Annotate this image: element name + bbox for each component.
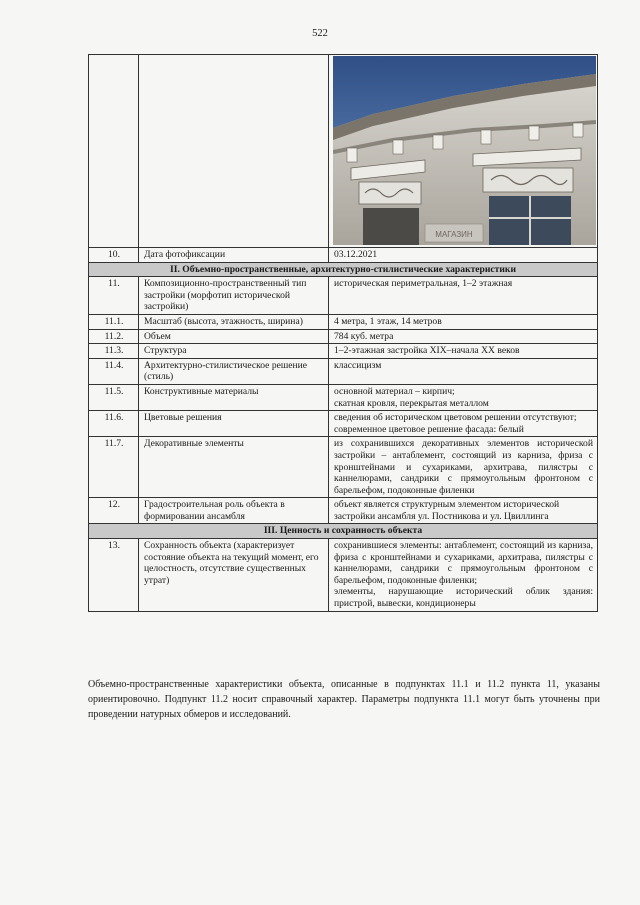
row-label: Конструктивные материалы: [139, 384, 329, 410]
table-row-11: [89, 277, 598, 315]
row-label: Структура: [139, 344, 329, 359]
table-row-10: [89, 248, 598, 263]
photo-row: [89, 55, 598, 248]
row-label: Дата фотофиксации: [139, 248, 329, 263]
table-row-11-1: [89, 314, 598, 329]
row-number: 11.: [89, 277, 139, 315]
value-line: современное цветовое решение фасада: белый: [334, 423, 524, 435]
row-number: 11.7.: [89, 437, 139, 498]
row-value: историческая периметральная, 1–2 этажная: [329, 277, 598, 315]
row-value: 1–2-этажная застройка XIX–начала XX веков: [329, 344, 598, 359]
row-label: Градостроительная роль объекта в формировании ансамбля: [139, 498, 329, 524]
section-heading-2: [89, 262, 598, 277]
row-label: Масштаб (высота, этажность, ширина): [139, 314, 329, 329]
characteristics-table: [88, 54, 598, 612]
table-row-11-7: [89, 437, 598, 498]
value-line: скатная кровля, перекрытая металлом: [334, 397, 489, 409]
row-value: [329, 411, 598, 437]
row-value: 03.12.2021: [329, 248, 598, 263]
row-label: Сохранность объекта (характеризует состояние объекта на текущий момент, его целостность, отсутствие существенных утрат): [139, 539, 329, 612]
photo-cell: [329, 55, 598, 248]
page-number: 522: [312, 28, 328, 39]
row-value: [329, 539, 598, 612]
value-line: сохранившиеся элементы: антаблемент, состоящий из карниза, фриза с кронштейнами и сухариками, архитрава, пилястры с каннелюрами, сандрики с прямоугольным фронтоном с барельефом, подоконные филенки;: [334, 540, 593, 586]
building-facade-photo: [333, 56, 596, 245]
row-label: Композиционно-пространственный тип застройки (морфотип исторической застройки): [139, 277, 329, 315]
row-number: 13.: [89, 539, 139, 612]
row-value: 4 метра, 1 этаж, 14 метров: [329, 314, 598, 329]
row-value: [329, 384, 598, 410]
row-label: Цветовые решения: [139, 411, 329, 437]
photo-row-label-cell: [139, 55, 329, 248]
table-row-13: [89, 539, 598, 612]
row-number: 11.4.: [89, 358, 139, 384]
table-row-11-6: [89, 411, 598, 437]
row-number: 11.3.: [89, 344, 139, 359]
value-line: сведения об историческом цветовом решении отсутствуют;: [334, 412, 577, 424]
section-title: III. Ценность и сохранность объекта: [89, 524, 598, 539]
row-label: Объем: [139, 329, 329, 344]
value-line: основной материал – кирпич;: [334, 385, 455, 397]
value-line: элементы, нарушающие исторический облик здания: пристрой, вывески, кондиционеры: [334, 586, 593, 610]
row-value: 784 куб. метра: [329, 329, 598, 344]
footnote-paragraph: Объемно-пространственные характеристики объекта, описанные в подпунктах 11.1 и 11.2 пункта 11, указаны ориентировочно. Подпункт 11.2 носит справочный характер. Параметры подпункта 11.1 могут быть уточнены при проведении натурных обмеров и исследований.: [88, 679, 600, 720]
row-number: 10.: [89, 248, 139, 263]
table-row-11-4: [89, 358, 598, 384]
row-value: из сохранившихся декоративных элементов исторической застройки – антаблемент, состоящий из карниза, фриза с кронштейнами и сухариками, архитрава, пилястры с каннелюрами, сандрики с прямоугольным фронтоном с барельефом, подоконные филенки: [329, 437, 598, 498]
section-title: II. Объемно-пространственные, архитектурно-стилистические характеристики: [89, 262, 598, 277]
row-number: 11.2.: [89, 329, 139, 344]
row-number: 11.1.: [89, 314, 139, 329]
table-row-11-5: [89, 384, 598, 410]
table-row-12: [89, 498, 598, 524]
photo-row-num-cell: [89, 55, 139, 248]
row-number: 12.: [89, 498, 139, 524]
table-row-11-3: [89, 344, 598, 359]
section-heading-3: [89, 524, 598, 539]
row-label: Архитектурно-стилистическое решение (стиль): [139, 358, 329, 384]
table-row-11-2: [89, 329, 598, 344]
row-number: 11.6.: [89, 411, 139, 437]
row-value: объект является структурным элементом исторической застройки ансамбля ул. Постникова и ул. Цвиллинга: [329, 498, 598, 524]
row-number: 11.5.: [89, 384, 139, 410]
row-label: Декоративные элементы: [139, 437, 329, 498]
row-value: классицизм: [329, 358, 598, 384]
shop-sign-text: МАГАЗИН: [435, 230, 473, 239]
